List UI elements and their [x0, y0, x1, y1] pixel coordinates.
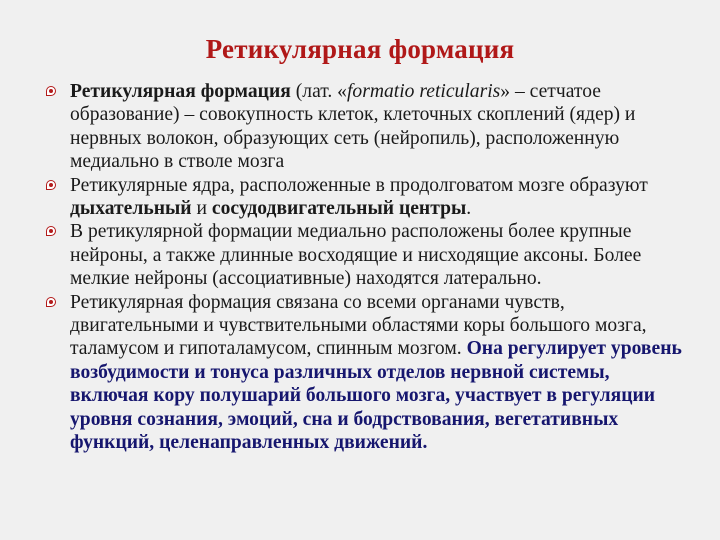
- latin-term: formatio reticularis: [346, 81, 501, 102]
- bullet-item: [0, 80, 720, 174]
- slide-title: Ретикулярная формация: [205, 34, 515, 64]
- bullet-item: [0, 220, 720, 290]
- checkbox-bullet-icon: [46, 86, 56, 96]
- checkbox-bullet-icon: [46, 180, 56, 190]
- checkbox-bullet-icon: [46, 297, 56, 307]
- bullet-text: (лат. «: [290, 81, 347, 102]
- bullet-list: [0, 80, 720, 455]
- bullet-text: Ретикулярная формация связана со всеми органами чувств, двигательными и чувствительными областями коры большого мозга, таламусом и гипоталамусом, спинным мозгом.: [70, 291, 647, 360]
- bullet-item: [0, 174, 720, 221]
- bullet-item: [0, 291, 720, 455]
- bullet-text: и: [191, 198, 212, 220]
- checkbox-bullet-icon: [46, 226, 56, 236]
- emphasis-text: Она регулирует уровень возбудимости и тонуса различных отделов нервной системы, включая кору полушарий большого мозга, участвует в регуляции уровня сознания, эмоций, сна и бодрствования, вегетативных функций, целенаправленных движений.: [70, 338, 682, 454]
- bullet-text: .: [466, 198, 472, 220]
- bold-term: сосудодвигательный центры: [211, 198, 467, 220]
- bullet-text: » – сетчатое образование) – совокупность клеток, клеточных скоплений (ядер) и нервных волокон, образующих сеть (нейропиль), расположенную медиально в стволе мозга: [70, 81, 636, 173]
- bullet-term: Ретикулярная формация: [70, 81, 291, 102]
- bullet-text: Ретикулярные ядра, расположенные в продолговатом мозге образуют: [70, 174, 648, 196]
- bullet-text: В ретикулярной формации медиально расположены более крупные нейроны, а также длинные восходящие и нисходящие аксоны. Более мелкие нейроны (ассоциативные) находятся латерально.: [70, 221, 642, 290]
- bold-term: дыхательный: [70, 198, 192, 220]
